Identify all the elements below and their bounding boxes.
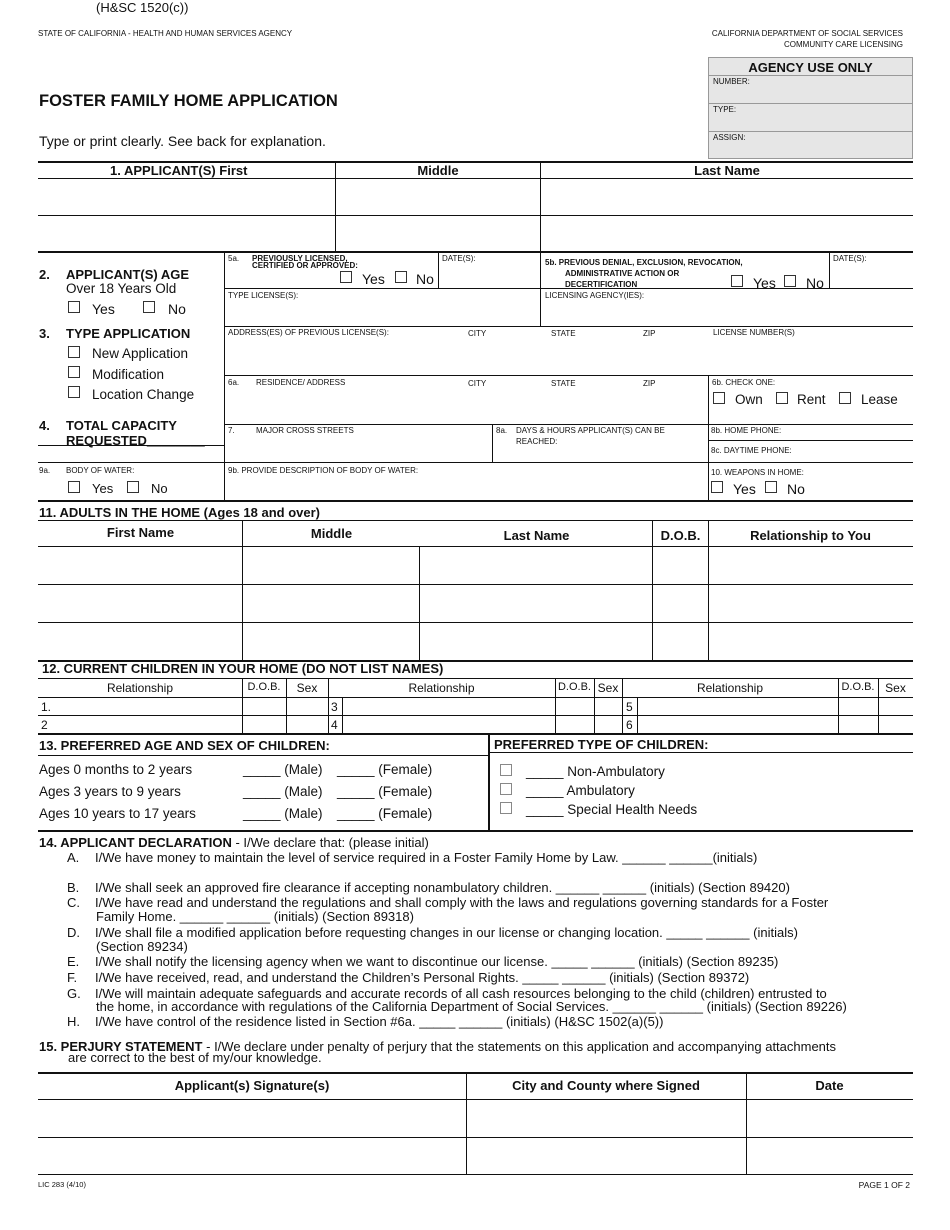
s13-type-1: _____ Ambulatory [526,783,635,798]
s8a-line1: DAYS & HOURS APPLICANT(S) CAN BE [516,426,665,435]
s5a-yes-label: Yes [362,271,385,287]
s14-letter: A. [67,850,80,865]
agency-type-label: TYPE: [713,105,737,114]
s5a-label2: CERTIFIED OR APPROVED: [252,261,358,270]
s13-type-2: _____ Special Health Needs [526,802,698,817]
s13-type-title: PREFERRED TYPE OF CHILDREN: [494,737,709,752]
s12-rel-2: Relationship [408,681,475,695]
s5a-no-checkbox[interactable] [395,271,407,283]
s5a-yes-checkbox[interactable] [340,271,352,283]
s12-sex-1: Sex [296,681,318,695]
s4-line2: REQUESTED________ [66,433,205,448]
dept-line-2: COMMUNITY CARE LICENSING [784,40,903,49]
s3-mod-label: Modification [92,367,165,382]
s1-middle-label: Middle [417,163,459,178]
s9a-no-checkbox[interactable] [127,481,139,493]
s5a-label1: PREVIOUSLY LICENSED, [252,254,348,263]
s13-special-checkbox[interactable] [500,802,512,814]
s12-dob-1: D.O.B. [247,681,281,693]
s5b-label1: 5b. PREVIOUS DENIAL, EXCLUSION, REVOCATION, [545,258,743,267]
s13-age-0: Ages 0 months to 2 years [39,762,193,777]
s14-item-line: I/We have received, read, and understand the Children’s Personal Rights. _____ ______ (initials) (Section 89372) [95,970,750,985]
s6a-city: CITY [468,379,487,388]
s14-title: 14. APPLICANT DECLARATION [39,835,232,850]
s15-title: 15. PERJURY STATEMENT [39,1039,203,1054]
s13-male-1: _____ (Male) [243,784,323,799]
s2-yes-checkbox[interactable] [68,301,80,313]
s14-item-line: I/We will maintain adequate safeguards and accurate records of all cash resources belonging to the child (children) entrusted to [95,986,827,1001]
s2-sub: Over 18 Years Old [66,281,177,296]
applicant-middle-1[interactable] [340,183,535,211]
s2-no-label: No [168,301,186,317]
s5b-no-checkbox[interactable] [784,275,796,287]
s11-col-last: Last Name [503,528,570,543]
s14-letter: G. [67,986,81,1001]
s2-yes-label: Yes [92,301,115,317]
s6b-lease-label: Lease [861,392,898,407]
s10-no-checkbox[interactable] [765,481,777,493]
s12-row-2: 2 [41,718,48,732]
agency-use-title: AGENCY USE ONLY [748,60,873,75]
s5a-num: 5a. [228,254,240,263]
s1-last-label: Last Name [694,163,760,178]
page-title: FOSTER FAMILY HOME APPLICATION [39,92,338,110]
form-id: LIC 283 (4/10) [38,1180,86,1189]
s7-label: MAJOR CROSS STREETS [256,426,354,435]
applicant-middle-2[interactable] [340,219,535,247]
s12-row-4: 4 [331,718,338,732]
s5b-dates: DATE(S): [833,254,867,263]
prev-city-label: CITY [468,329,487,338]
s15-col-signature: Applicant(s) Signature(s) [174,1078,330,1093]
s13-title: 13. PREFERRED AGE AND SEX OF CHILDREN: [39,738,330,753]
agency-number-label: NUMBER: [713,77,750,86]
s14-letter: F. [67,970,78,985]
dept-line-1: CALIFORNIA DEPARTMENT OF SOCIAL SERVICES [711,29,903,38]
s14-item-line: (H&SC 1520(c)) [96,0,189,15]
applicant-last-1[interactable] [545,183,908,211]
s6b-own-label: Own [735,392,763,407]
s9a-yes-label: Yes [92,481,114,496]
s12-sex-2: Sex [597,681,619,695]
s3-loc-label: Location Change [92,387,195,402]
s6a-label: RESIDENCE/ ADDRESS [256,378,346,387]
s6a-zip: ZIP [643,379,656,388]
s6b-rent-checkbox[interactable] [776,392,788,404]
s11-col-relationship: Relationship to You [750,528,871,543]
s14-intro: - I/We declare that: (please initial) [235,835,429,850]
s15-line1: - I/We declare under penalty of perjury that the statements on this application and accompanying attachments [206,1039,837,1054]
s15-line2: are correct to the best of my/our knowledge. [68,1050,322,1065]
page-number: PAGE 1 OF 2 [858,1180,910,1190]
s13-female-1: _____ (Female) [337,784,433,799]
prev-license-number-label: LICENSE NUMBER(S) [713,328,795,337]
s11-col-middle: Middle [310,526,353,541]
s14-item-line: (Section 89234) [96,939,188,954]
s14-item-line: I/We have control of the residence listed in Section #6a. _____ ______ (initials) (H&SC 1502(a)(5)) [95,1014,664,1029]
s2-no-checkbox[interactable] [143,301,155,313]
s14-letter: H. [67,1014,80,1029]
s9a-num: 9a. [39,466,51,475]
s12-sex-3: Sex [885,681,906,695]
s12-row-6: 6 [626,718,633,732]
s9a-label: BODY OF WATER: [66,466,135,475]
s14-letter: E. [67,954,80,969]
s4-line1: TOTAL CAPACITY [66,418,177,433]
applicant-last-2[interactable] [545,219,908,247]
s3-new-checkbox[interactable] [68,346,80,358]
instructions: Type or print clearly. See back for explanation. [39,133,326,149]
prev-zip-label: ZIP [643,329,656,338]
s12-rel-3: Relationship [696,681,764,695]
s13-female-2: _____ (Female) [337,806,433,821]
s9a-no-label: No [151,481,168,496]
s10-label: 10. WEAPONS IN HOME: [711,468,804,477]
s5b-licensing-agency: LICENSING AGENCY(IES): [545,291,645,300]
s1-first-label: 1. APPLICANT(S) First [110,163,248,178]
s5b-yes-label: Yes [753,275,776,291]
s12-row-1: 1. [41,700,52,714]
s8b-label: 8b. HOME PHONE: [711,426,782,435]
s6b-rent-label: Rent [797,392,826,407]
s6a-num: 6a. [228,378,240,387]
s14-item-line: I/We shall notify the licensing agency when we want to discontinue our license. _____ ______ (initials) (Section 89235) [95,954,779,969]
s8c-label: 8c. DAYTIME PHONE: [711,446,792,455]
s11-col-dob: D.O.B. [660,528,701,543]
s10-yes-checkbox[interactable] [711,481,723,493]
s13-male-2: _____ (Male) [243,806,323,821]
s12-rel-1: Relationship [106,681,174,695]
s5a-no-label: No [416,271,434,287]
s12-dob-2: D.O.B. [557,681,591,693]
s14-item-line: I/We shall seek an approved fire clearance if accepting nonambulatory children. ______ ______ (initials) (Section 89420) [95,880,790,895]
s11-col-first: First Name [106,525,175,540]
s2-num: 2. [39,267,50,282]
s14-item-line: I/We have money to maintain the level of service required in a Foster Family Home by Law. ______ ______(initials) [95,850,758,865]
s12-row-5: 5 [626,700,633,714]
s8a-line2: REACHED: [516,437,558,446]
s14-letter: B. [67,880,80,895]
s15-col-date: Date [815,1078,844,1093]
s5b-label3: DECERTIFICATION [565,280,638,289]
s8a-num: 8a. [496,426,508,435]
s4-num: 4. [39,418,50,433]
s10-no-label: No [787,481,805,497]
s10-yes-label: Yes [733,481,756,497]
s3-num: 3. [39,326,50,341]
s13-nonamb-checkbox[interactable] [500,764,512,776]
s12-dob-3: D.O.B. [841,681,875,693]
s9a-yes-checkbox[interactable] [68,481,80,493]
s13-age-1: Ages 3 years to 9 years [39,784,181,799]
s12-title: 12. CURRENT CHILDREN IN YOUR HOME (DO NOT LIST NAMES) [42,661,444,676]
state-agency: STATE OF CALIFORNIA - HEALTH AND HUMAN SERVICES AGENCY [38,29,293,38]
s3-label: TYPE APPLICATION [66,326,191,341]
s3-new-label: New Application [92,346,189,361]
s6b-lease-checkbox[interactable] [839,392,851,404]
s14-item-line: the home, in accordance with regulations of the California Department of Social Services. ______ ______ (initials) (Section 89226) [96,999,847,1014]
s7-num: 7. [228,426,235,435]
s14-item-line: Family Home. ______ ______ (initials) (Section 89318) [96,909,414,924]
s5a-type-license: TYPE LICENSE(S): [228,291,299,300]
applicant-first-2[interactable] [42,219,330,247]
s9b-label: 9b. PROVIDE DESCRIPTION OF BODY OF WATER: [228,466,419,475]
s13-type-0: _____ Non-Ambulatory [526,764,665,779]
s13-male-0: _____ (Male) [243,762,323,777]
agency-use-box [708,57,913,159]
prev-state-label: STATE [551,329,576,338]
s5b-no-label: No [806,275,824,291]
s6b-label: 6b. CHECK ONE: [712,378,776,387]
s14-letter: D. [67,925,80,940]
s15-col-city: City and County where Signed [512,1078,700,1093]
s2-label: APPLICANT(S) AGE [66,267,190,282]
s13-age-2: Ages 10 years to 17 years [39,806,196,821]
s12-row-3: 3 [331,700,338,714]
s3-mod-checkbox[interactable] [68,366,80,378]
applicant-first-1[interactable] [42,183,330,211]
s5a-dates: DATE(S): [442,254,476,263]
s14-letter: C. [67,895,80,910]
s14-item-line: I/We shall file a modified application before requesting changes in our license or changing location. _____ ______ (initials) [95,925,798,940]
s13-female-0: _____ (Female) [337,762,433,777]
s11-title: 11. ADULTS IN THE HOME (Ages 18 and over) [39,505,320,520]
s6b-own-checkbox[interactable] [713,392,725,404]
s5b-yes-checkbox[interactable] [731,275,743,287]
s6a-state: STATE [551,379,576,388]
s14-item-line: I/We have read and understand the regulations and shall comply with the laws and regulations governing standards for a Foster [95,895,829,910]
s13-amb-checkbox[interactable] [500,783,512,795]
agency-assign-label: ASSIGN: [713,133,746,142]
s3-loc-checkbox[interactable] [68,386,80,398]
prev-address-label: ADDRESS(ES) OF PREVIOUS LICENSE(S): [228,328,389,337]
s14-heading [39,835,429,850]
s5b-label2: ADMINISTRATIVE ACTION OR [565,269,680,278]
